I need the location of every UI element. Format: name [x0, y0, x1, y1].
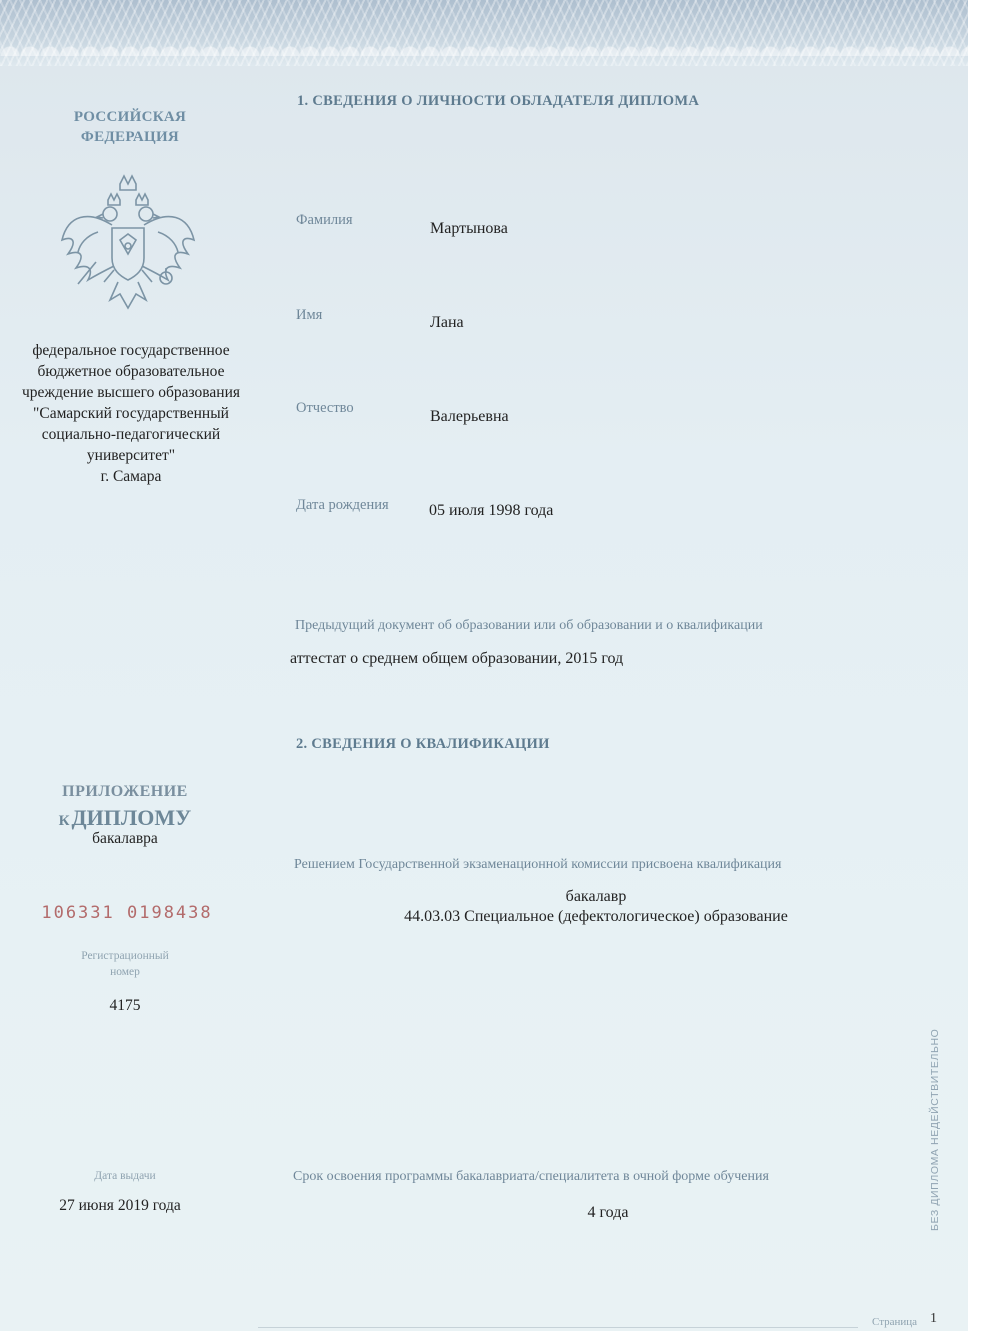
- validity-side-note: БЕЗ ДИПЛОМА НЕДЕЙСТВИТЕЛЬНО: [929, 1028, 941, 1232]
- qualification-decision-label: Решением Государственной экзаменационной комиссии присвоена квалификация: [294, 857, 782, 872]
- name-label: Имя: [296, 307, 323, 323]
- bottom-rule: [258, 1327, 858, 1328]
- study-term-value: 4 года: [587, 1204, 629, 1221]
- previous-document-label: Предыдущий документ об образовании или об образовании и о квалификации: [295, 618, 763, 633]
- institution-line-4: "Самарский государственный: [33, 405, 229, 422]
- institution-line-5: социально-педагогический: [41, 426, 221, 443]
- section-2-title: 2. СВЕДЕНИЯ О КВАЛИФИКАЦИИ: [296, 736, 550, 752]
- appendix-degree: бакалавра: [92, 830, 158, 847]
- country-header: [40, 107, 220, 147]
- specialty-value: 44.03.03 Специальное (дефектологическое) образование: [404, 908, 788, 925]
- scan-margin: [968, 0, 1000, 1331]
- registration-label-line-1: Регистрационный: [81, 950, 169, 962]
- registration-number: 4175: [109, 997, 141, 1014]
- country-line-2: ФЕДЕРАЦИЯ: [80, 129, 180, 145]
- appendix-diploma-word: ДИПЛОМУ: [71, 805, 192, 830]
- coat-of-arms-icon: [58, 170, 198, 325]
- study-term-label: Срок освоения программы бакалавриата/специалитета в очной форме обучения: [293, 1169, 769, 1184]
- institution-line-1: федеральное государственное: [32, 342, 230, 359]
- institution-city: г. Самара: [100, 468, 162, 485]
- patronymic-value: Валерьевна: [430, 408, 509, 425]
- country-line-1: РОССИЙСКАЯ: [73, 109, 187, 125]
- birth-date-value: 05 июля 1998 года: [429, 502, 554, 519]
- patronymic-label: Отчество: [296, 400, 354, 416]
- page-number: 1: [930, 1311, 937, 1326]
- registration-label-line-2: номер: [110, 966, 140, 978]
- issue-date-label: Дата выдачи: [94, 1170, 156, 1182]
- section-1-title: 1. СВЕДЕНИЯ О ЛИЧНОСТИ ОБЛАДАТЕЛЯ ДИПЛОМА: [297, 93, 700, 109]
- institution-line-3: чреждение высшего образования: [21, 384, 241, 401]
- appendix-title: ПРИЛОЖЕНИЕ: [62, 783, 188, 800]
- registration-label: [60, 948, 190, 980]
- previous-document-value: аттестат о среднем общем образовании, 2015 год: [290, 650, 624, 667]
- institution-name: [0, 340, 262, 487]
- decorative-band-edge: [0, 26, 968, 56]
- institution-line-6: университет": [86, 447, 176, 464]
- qualification-value: бакалавр: [565, 888, 627, 905]
- issue-date: 27 июня 2019 года: [59, 1197, 181, 1214]
- appendix-diploma: [40, 805, 210, 831]
- blank-serial-number: 106331 0198438: [41, 903, 213, 923]
- surname-label: Фамилия: [296, 212, 353, 228]
- institution-line-2: бюджетное образовательное: [37, 363, 225, 380]
- page-label: Страница: [872, 1316, 918, 1328]
- birth-date-label: Дата рождения: [296, 497, 389, 513]
- surname-value: Мартынова: [430, 220, 508, 237]
- name-value: Лана: [430, 314, 464, 331]
- appendix-prefix: К: [58, 813, 70, 829]
